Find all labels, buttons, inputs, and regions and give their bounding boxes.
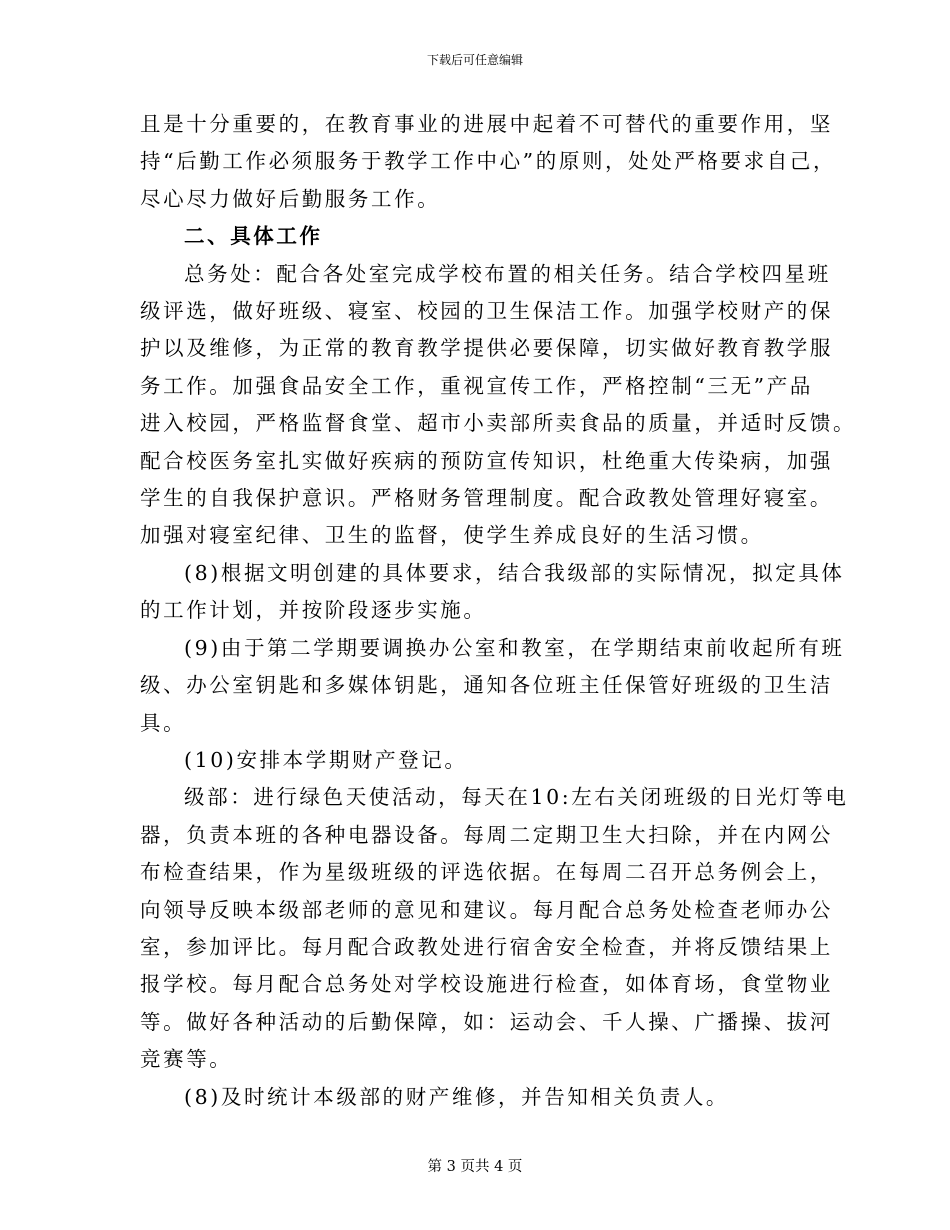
text-line: 室，参加评比。每月配合政教处进行宿舍安全检查，并将反馈结果上: [140, 934, 833, 959]
text-line: 务工作。加强食品安全工作，重视宣传工作，严格控制“三无”产品: [140, 373, 813, 398]
page-footer: 第 3 页共 4 页: [427, 1159, 523, 1175]
text-line: 进入校园，严格监督食堂、超市小卖部所卖食品的质量，并适时反馈。: [140, 411, 857, 436]
text-line: 护以及维修，为正常的教育教学提供必要保障，切实做好教育教学服: [140, 336, 833, 361]
text-line: (10)安排本学期财产登记。: [184, 747, 468, 772]
text-line: 学生的自我保护意识。严格财务管理制度。配合政教处管理好寝室。: [140, 486, 833, 511]
text-line: 且是十分重要的，在教育事业的进展中起着不可替代的重要作用，坚: [140, 112, 833, 136]
text-line: 级评选，做好班级、寝室、校园的卫生保洁工作。加强学校财产的保: [140, 299, 833, 324]
text-line: (8)及时统计本级部的财产维修，并告知相关负责人。: [184, 1084, 730, 1109]
text-line: 级部：进行绿色天使活动，每天在10:左右关闭班级的日光灯等电: [184, 785, 849, 810]
text-line: 持“后勤工作必须服务于教学工作中心”的原则，处处严格要求自己，: [140, 149, 837, 174]
text-line: 加强对寝室纪律、卫生的监督，使学生养成良好的生活习惯。: [140, 523, 764, 548]
text-line: 器，负责本班的各种电器设备。每周二定期卫生大扫除，并在内网公: [140, 822, 833, 847]
text-line: 的工作计划，并按阶段逐步实施。: [140, 598, 487, 623]
document-body: [140, 106, 857, 1116]
section-heading: 二、具体工作: [184, 224, 323, 249]
text-line: 向领导反映本级部老师的意见和建议。每月配合总务处检查老师办公: [140, 897, 833, 922]
text-line: 报学校。每月配合总务处对学校设施进行检查，如体育场，食堂物业: [140, 972, 833, 997]
text-line: 总务处：配合各处室完成学校布置的相关任务。结合学校四星班: [184, 261, 831, 286]
text-line: 尽心尽力做好后勤服务工作。: [140, 186, 441, 211]
text-line: 布检查结果，作为星级班级的评选依据。在每周二召开总务例会上，: [140, 860, 833, 885]
text-line: 级、办公室钥匙和多媒体钥匙，通知各位班主任保管好班级的卫生洁: [140, 673, 833, 698]
text-line: 等。做好各种活动的后勤保障，如：运动会、千人操、广播操、拔河: [140, 1009, 833, 1034]
text-line: 竞赛等。: [140, 1047, 233, 1072]
text-line: 配合校医务室扎实做好疾病的预防宣传知识，杜绝重大传染病，加强: [140, 448, 833, 473]
text-line: (8)根据文明创建的具体要求，结合我级部的实际情况，拟定具体: [184, 560, 845, 585]
text-line: 具。: [140, 710, 187, 735]
text-line: (9)由于第二学期要调换办公室和教室，在学期结束前收起所有班: [184, 635, 845, 660]
page-header: 下载后可任意编辑: [426, 53, 523, 67]
